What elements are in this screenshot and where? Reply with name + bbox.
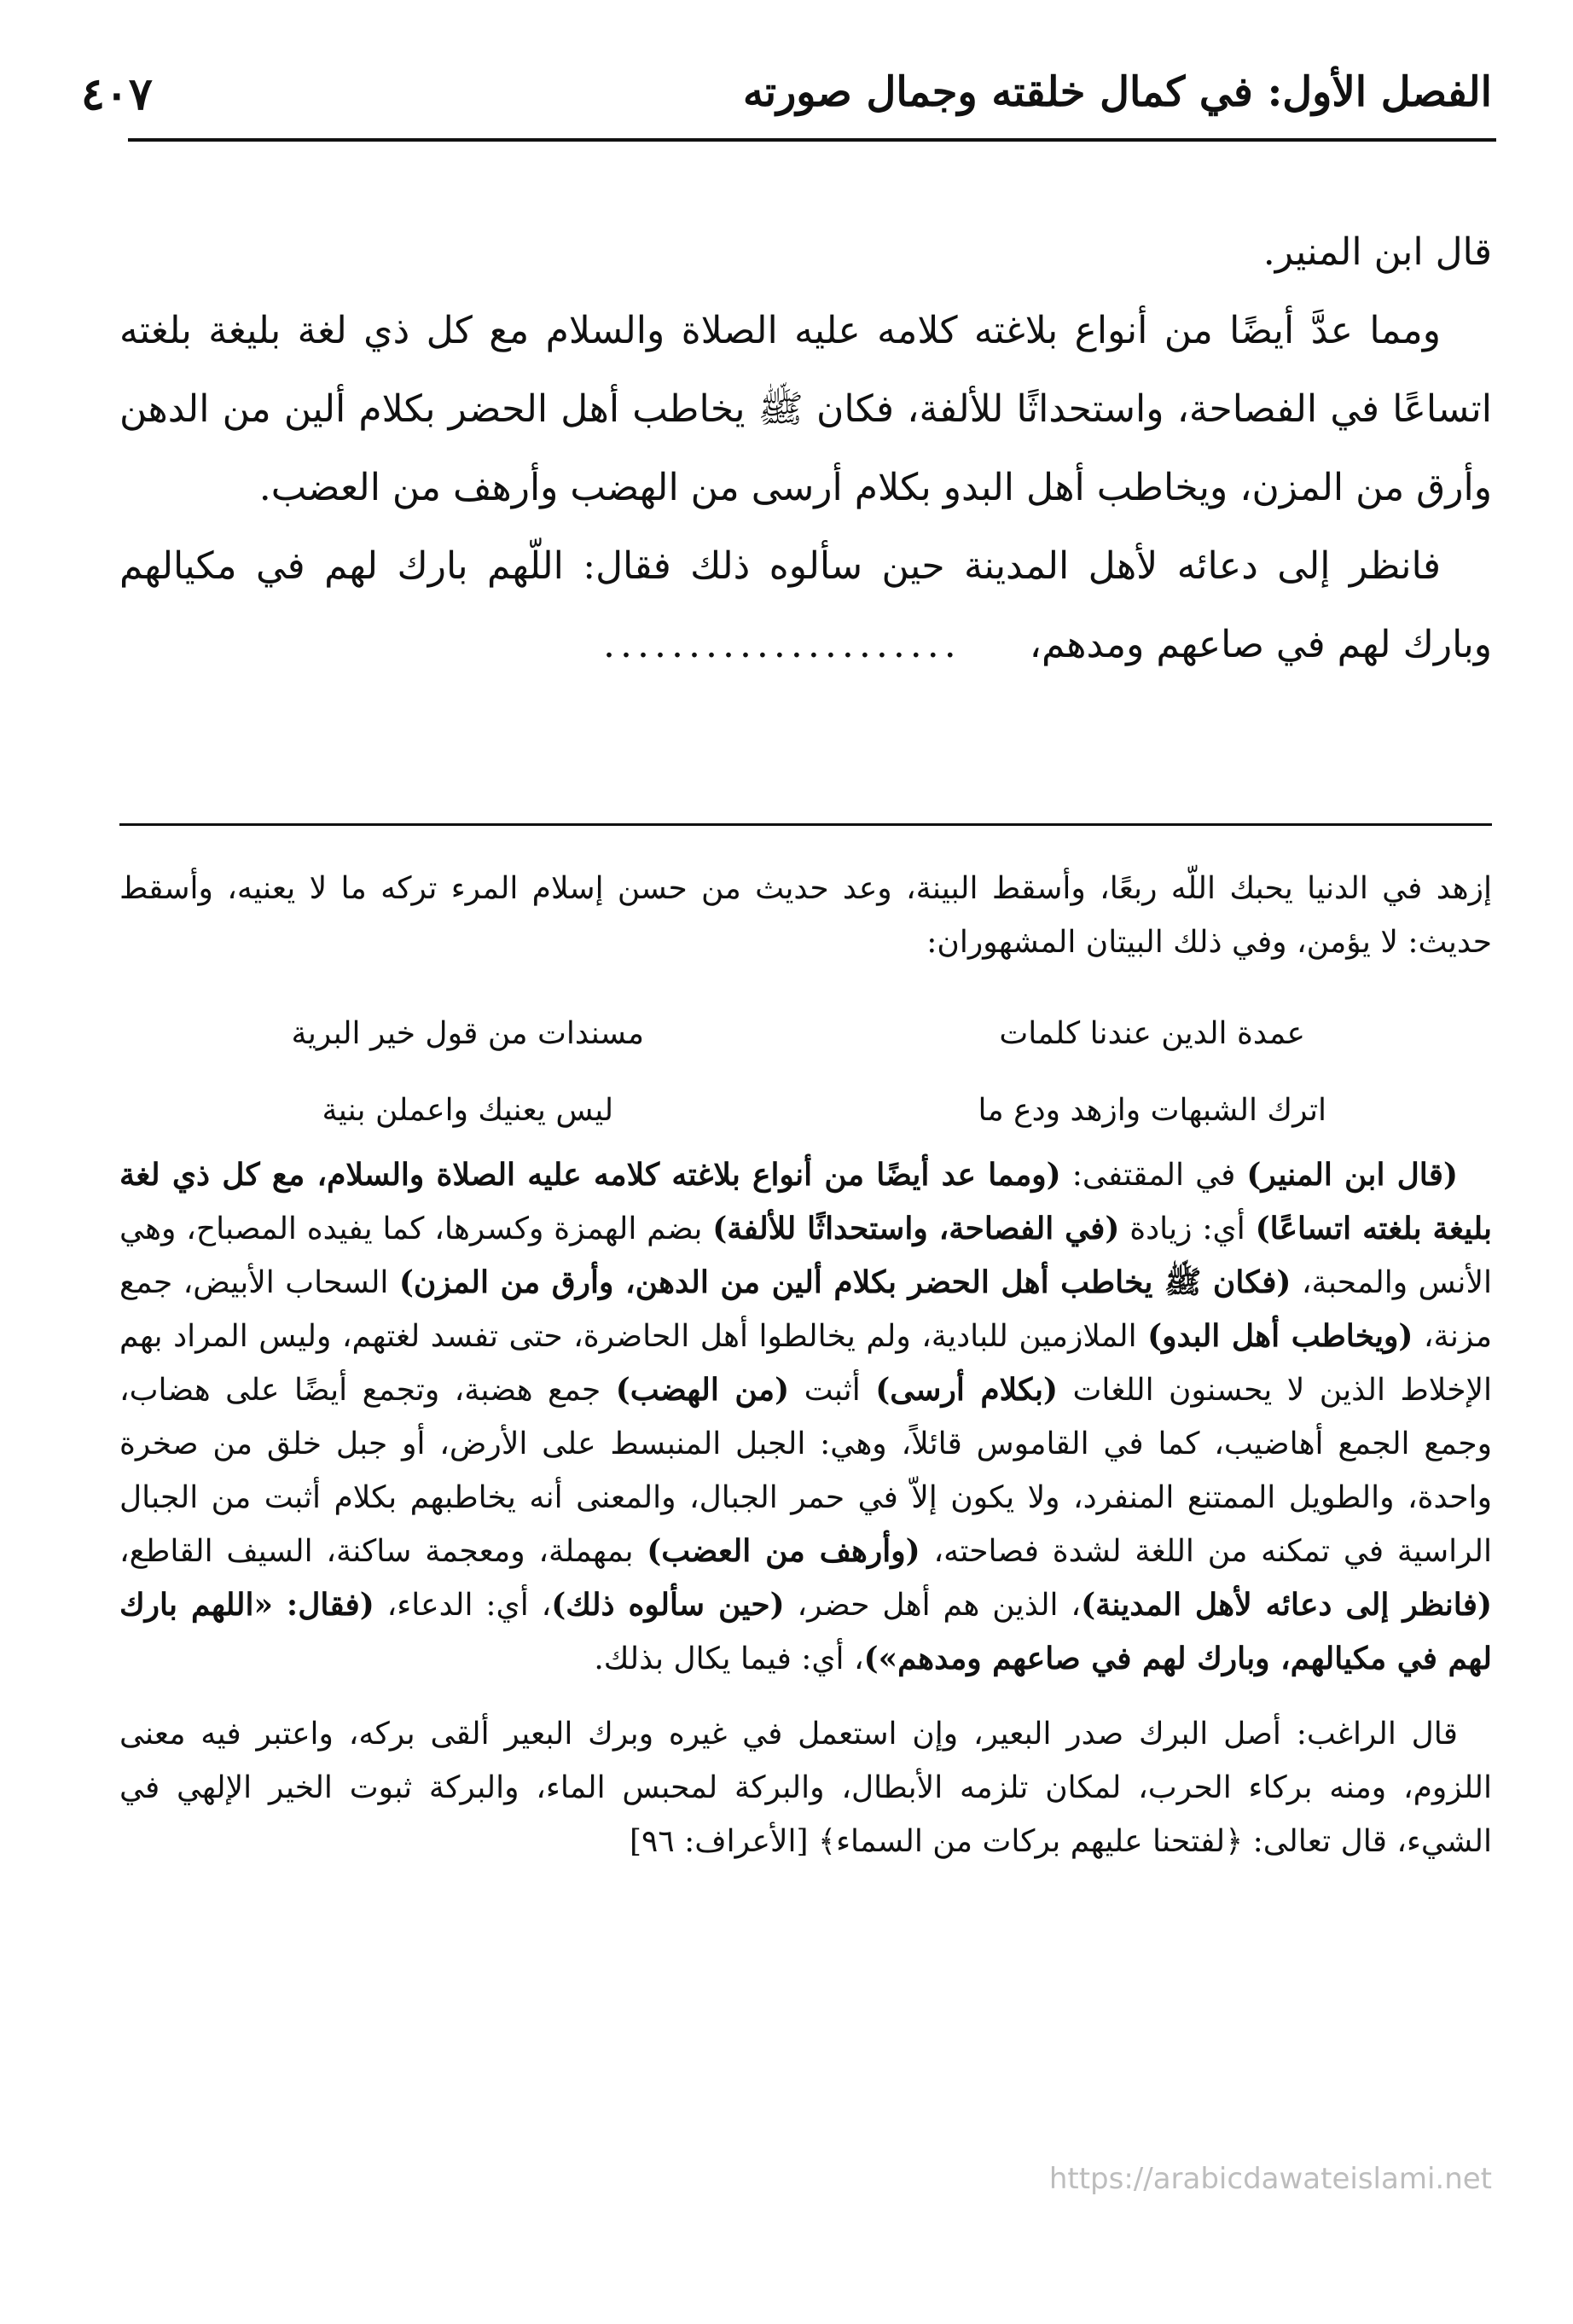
gloss-text: السحاب الأبيض، جمع مزنة، (119, 1265, 1493, 1354)
header-rule (128, 138, 1496, 142)
main-text (119, 213, 1492, 684)
quoted-text: (وأرهف من العضب) (647, 1533, 920, 1569)
chapter-title: الفصل الأول: في كمال خلقته وجمال صورته (742, 68, 1492, 116)
poem-line (188, 1072, 1432, 1148)
gloss-text: أثبت (789, 1373, 876, 1408)
main-paragraph-2: ومما عدَّ أيضًا من أنواع بلاغته كلامه عليه الصلاة والسلام مع كل ذي لغة بليغة بلغته اتساعًا في الفصاحة، واستحداثًا للألفة، فكان ﷺ يخاطب أهل الحضر بكلام ألين من الدهن وأرق من المزن، ويخاطب أهل البدو بكلام أرسى من الهضب وأرهف من العضب. (119, 309, 1492, 509)
paragraph-gap (119, 1686, 1492, 1707)
quoted-text: (بكلام أرسى) (875, 1372, 1059, 1408)
poem (188, 995, 1432, 1148)
gloss-text: ، الذين هم أهل حضر، (784, 1588, 1082, 1623)
quoted-text: (حين سألوه ذلك) (551, 1587, 785, 1623)
quoted-text: (في الفصاحة، واستحداثًا للألفة) (712, 1211, 1120, 1246)
commentary-paragraph-3: قال الراغب: أصل البرك صدر البعير، وإن استعمل في غيره وبرك البعير ألقى بركه، واعتبر فيه معنى اللزوم، ومنه بركاء الحرب، لمكان تلزمه الأبطال، والبركة لمحبس الماء، والبركة ثبوت الخير الإلهي في الشيء، قال تعالى: ﴿لفتحنا عليهم بركات من السماء﴾ [الأعراف: ٩٦] (119, 1717, 1492, 1859)
quoted-text: (فانظر إلى دعائه لأهل المدينة) (1081, 1587, 1492, 1623)
page-header (81, 68, 1492, 145)
commentary-text (119, 862, 1492, 1868)
gloss-text: ، أي: فيما يكال بذلك. (594, 1641, 864, 1676)
main-paragraph-3-text: فانظر إلى دعائه لأهل المدينة حين سألوه ذلك فقال: اللّهم بارك لهم في مكيالهم وبارك لهم في صاعهم ومدهم، (119, 544, 1492, 666)
gloss-text: بمهملة، ومعجمة ساكنة، السيف القاطع، (119, 1534, 647, 1569)
gloss-text: أي: زيادة (1119, 1211, 1256, 1246)
quoted-text: (فقال: «اللهم بارك لهم في مكيالهم، وبارك لهم في صاعهم ومدهم») (119, 1587, 1492, 1676)
gloss-text: بضم الهمزة وكسرها، كما يفيده المصباح، وهي الأنس والمحبة، (119, 1211, 1492, 1300)
watermark-url: https://arabicdawateislami.net (1048, 2162, 1492, 2196)
gloss-text: الملازمين للبادية، ولم يخالطوا أهل الحاضرة، حتى تفسد لغتهم، وليس المراد بهم الإخلاط الذين لا يحسنون اللغات (119, 1319, 1493, 1408)
quoted-text: (قال ابن المنير) (1246, 1157, 1459, 1193)
ellipsis-dots: ..................... (603, 623, 961, 666)
quoted-text: (من الهضب) (615, 1372, 790, 1408)
poem-hemistich-first: عمدة الدين عندنا كلمات (999, 1015, 1306, 1051)
page-number: ٤٠٧ (81, 68, 153, 120)
gloss-text: في المقتفى: (1060, 1158, 1247, 1193)
quoted-text: (ومما عد أيضًا من أنواع بلاغته كلامه عليه الصلاة والسلام، مع كل ذي لغة بليغة بلغته اتساعًا) (119, 1157, 1493, 1246)
commentary-paragraph-1: إزهد في الدنيا يحبك اللّه ربعًا، وأسقط البينة، وعد حديث من حسن إسلام المرء تركه ما لا يعنيه، وأسقط حديث: لا يؤمن، وفي ذلك البيتان المشهوران: (119, 871, 1492, 960)
main-paragraph-1: قال ابن المنير. (1262, 230, 1492, 274)
section-rule (119, 823, 1492, 826)
quoted-text: (فكان ﷺ يخاطب أهل الحضر بكلام ألين من الدهن، وأرق من المزن) (398, 1264, 1291, 1300)
poem-line (188, 995, 1432, 1072)
poem-hemistich-second: مسندات من قول خير البرية (291, 1015, 645, 1051)
poem-hemistich-second: ليس يعنيك واعملن بنية (322, 1092, 614, 1128)
main-paragraph-3 (119, 527, 1492, 684)
commentary-paragraph-2 (119, 1148, 1492, 1686)
gloss-text: ، أي: الدعاء، (374, 1588, 552, 1623)
gloss-text: جمع هضبة، وتجمع أيضًا على هضاب، وجمع الجمع أهاضيب، كما في القاموس قائلاً، وهي: الجبل المنبسط على الأرض، أو جبل خلق من صخرة واحدة، والطويل الممتنع المنفرد، ولا يكون إلاّ في حمر الجبال، والمعنى أنه يخاطبهم بكلام أثبت من الجبال الراسية في تمكنه من اللغة لشدة فصاحته، (119, 1373, 1493, 1569)
poem-hemistich-first: اترك الشبهات وازهد ودع ما (978, 1092, 1326, 1128)
quoted-text: (ويخاطب أهل البدو) (1147, 1318, 1413, 1354)
